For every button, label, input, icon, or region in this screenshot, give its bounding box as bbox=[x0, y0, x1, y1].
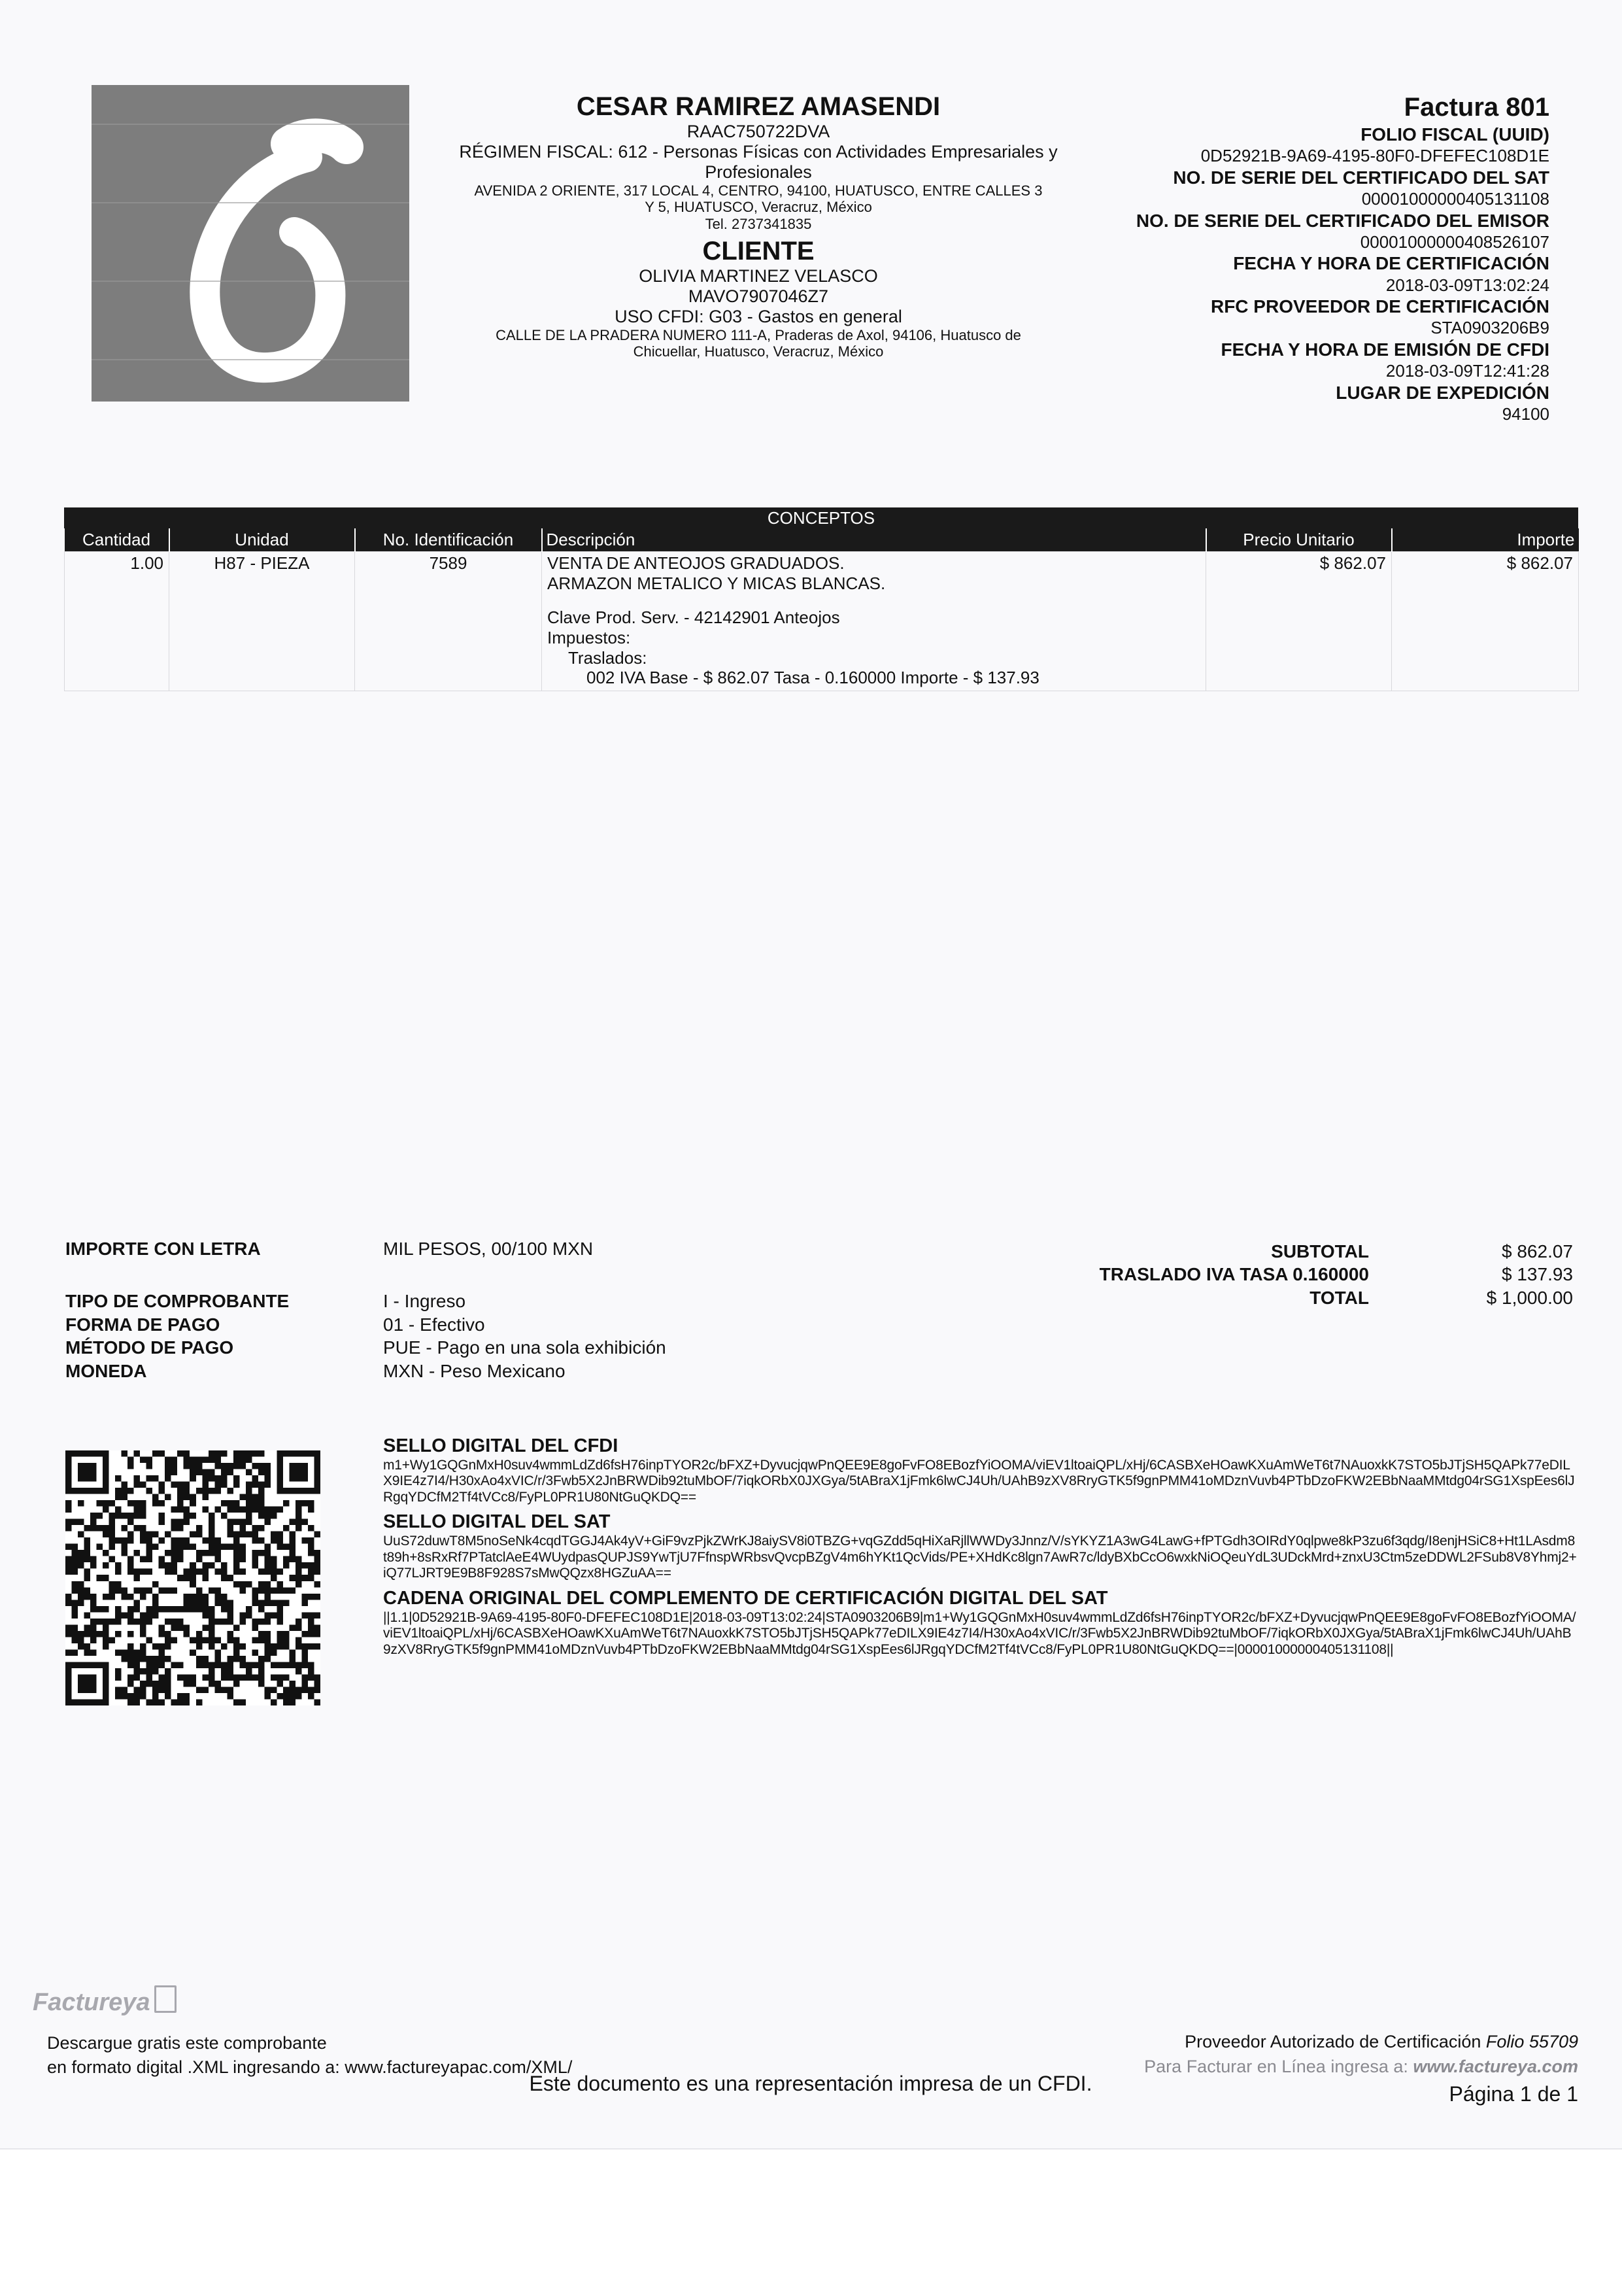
metodo-value: PUE - Pago en una sola exhibición bbox=[383, 1337, 666, 1358]
download-line1: Descargue gratis este comprobante bbox=[47, 2033, 327, 2053]
cell-descripcion bbox=[542, 552, 1206, 691]
forma-value: 01 - Efectivo bbox=[383, 1314, 485, 1335]
letra-label: IMPORTE CON LETRA bbox=[65, 1239, 261, 1259]
issuer-address-line1: AVENIDA 2 ORIENTE, 317 LOCAL 4, CENTRO, 94100, HUATUSCO, ENTRE CALLES 3 bbox=[474, 182, 1043, 199]
company-logo bbox=[92, 85, 409, 402]
folio-value: 0D52921B-9A69-4195-80F0-DFEFEC108D1E bbox=[1200, 145, 1549, 165]
issuer-address-line2: Y 5, HUATUSCO, Veracruz, México bbox=[645, 199, 872, 216]
moneda-value: MXN - Peso Mexicano bbox=[383, 1361, 566, 1382]
seals-block bbox=[383, 1430, 1577, 1658]
emision-label: FECHA Y HORA DE EMISIÓN DE CFDI bbox=[1221, 339, 1549, 360]
issuer-regimen-line2: Profesionales bbox=[705, 162, 812, 182]
header-precio: Precio Unitario bbox=[1206, 528, 1392, 552]
qr-code-graphic bbox=[65, 1450, 320, 1705]
subtotal-value: $ 862.07 bbox=[1502, 1241, 1573, 1261]
brand-name: Factureya bbox=[33, 1989, 150, 2016]
hand-drawn-zero-logo-icon bbox=[92, 85, 409, 402]
issuer-phone: Tel. 2737341835 bbox=[705, 215, 812, 232]
sat-cert-label: NO. DE SERIE DEL CERTIFICADO DEL SAT bbox=[1173, 167, 1549, 188]
pac-folio: Folio 55709 bbox=[1485, 2032, 1578, 2051]
pac-line bbox=[1046, 2030, 1578, 2055]
cell-importe: $ 862.07 bbox=[1392, 552, 1579, 691]
table-row bbox=[65, 552, 1579, 691]
concepts-title: CONCEPTOS bbox=[64, 507, 1578, 528]
online-url[interactable]: www.factureya.com bbox=[1413, 2056, 1578, 2076]
header-importe: Importe bbox=[1392, 528, 1579, 552]
cell-no-id: 7589 bbox=[355, 552, 542, 691]
desc-traslados: Traslados: bbox=[568, 647, 647, 668]
pac-block bbox=[1046, 2030, 1578, 2108]
payment-values bbox=[383, 1237, 972, 1383]
emisor-cert-value: 00001000000408526107 bbox=[1360, 231, 1549, 252]
header-cantidad: Cantidad bbox=[65, 528, 169, 552]
desc-clave: Clave Prod. Serv. - 42142901 Anteojos bbox=[547, 608, 840, 628]
representation-note: Este documento es una representación impresa de un CFDI. bbox=[529, 2072, 1092, 2095]
total-label: TOTAL bbox=[1309, 1287, 1369, 1308]
emisor-cert-label: NO. DE SERIE DEL CERTIFICADO DEL EMISOR bbox=[1136, 210, 1549, 231]
metodo-label: MÉTODO DE PAGO bbox=[65, 1337, 234, 1358]
download-line2: en formato digital .XML ingresando a: www.factureyapac.com/XML/ bbox=[47, 2057, 573, 2078]
document-icon bbox=[154, 1985, 177, 2013]
emision-value: 2018-03-09T12:41:28 bbox=[1385, 361, 1549, 381]
page-indicator: Página 1 de 1 bbox=[1449, 2082, 1578, 2106]
qr-code-icon bbox=[65, 1450, 320, 1705]
desc-line1: VENTA DE ANTEOJOS GRADUADOS. bbox=[547, 553, 845, 573]
desc-line2: ARMAZON METALICO Y MICAS BLANCAS. bbox=[547, 573, 886, 593]
cadena-label: CADENA ORIGINAL DEL COMPLEMENTO DE CERTIFICACIÓN DIGITAL DEL SAT bbox=[383, 1587, 1108, 1609]
pac-text: Proveedor Autorizado de Certificación bbox=[1185, 2032, 1481, 2051]
tipo-label: TIPO DE COMPROBANTE bbox=[65, 1290, 290, 1311]
header-descripcion: Descripción bbox=[542, 528, 1206, 552]
header-no-id: No. Identificación bbox=[355, 528, 542, 552]
client-rfc: MAVO7907046Z7 bbox=[688, 286, 829, 307]
invoice-title: Factura 801 bbox=[1404, 93, 1549, 122]
client-uso-cfdi: USO CFDI: G03 - Gastos en general bbox=[615, 307, 902, 327]
subtotal-label: SUBTOTAL bbox=[1271, 1241, 1369, 1261]
desc-impuestos: Impuestos: bbox=[547, 628, 631, 648]
scan-background bbox=[0, 2148, 1622, 2296]
sat-cert-value: 00001000000405131108 bbox=[1361, 188, 1549, 209]
cert-date-value: 2018-03-09T13:02:24 bbox=[1385, 275, 1549, 295]
lugar-value: 94100 bbox=[1502, 404, 1549, 424]
desc-iva: 002 IVA Base - $ 862.07 Tasa - 0.160000 Importe - $ 137.93 bbox=[586, 668, 1039, 688]
online-line bbox=[1046, 2055, 1578, 2080]
issuer-rfc: RAAC750722DVA bbox=[686, 122, 830, 141]
forma-label: FORMA DE PAGO bbox=[65, 1314, 220, 1335]
iva-value: $ 137.93 bbox=[1502, 1264, 1573, 1285]
factureya-logo bbox=[33, 1985, 177, 2017]
client-name: OLIVIA MARTINEZ VELASCO bbox=[639, 266, 878, 286]
letra-value: MIL PESOS, 00/100 MXN bbox=[383, 1239, 594, 1259]
totals-labels bbox=[981, 1240, 1369, 1309]
header-unidad: Unidad bbox=[169, 528, 355, 552]
moneda-label: MONEDA bbox=[65, 1361, 147, 1382]
rfc-pac-value: STA0903206B9 bbox=[1430, 318, 1549, 338]
cert-date-label: FECHA Y HORA DE CERTIFICACIÓN bbox=[1233, 253, 1549, 274]
rfc-pac-label: RFC PROVEEDOR DE CERTIFICACIÓN bbox=[1210, 296, 1549, 317]
cadena-value: ||1.1|0D52921B-9A69-4195-80F0-DFEFEC108D1E|2018-03-09T13:02:24|STA0903206B9|m1+Wy1GQGnMxH0suv4wmmLdZd6fsH76inpTYOR2c/bFXZ+DyvucjqwPnQEE9E8goFvFO8EBozfYiOOMA/viEV1ltoaiQPL/xHj/6CASBXeHOawKXuAmWeT6t7NAuoxkK7STO5bJTjSH5QAPk77eDILX9IE4z7I4/H30xAo4xVIC/r/3Fwb5X2JnBRWDib92tuMbOF/7iqkORbX0JXGya/5tABraX1jFmk6lwCJ4Uh/UAhB9zXV8RryGTK5f9gnPMM41oMDznVuvb4PTbDzoFKW2EBbNaaMMtdg04rSG1XspEes6lJRgqYDCfM2Tf4tVCc8/FyPL0PR1U80NtGuQKDQ==|00001000000405131108|| bbox=[383, 1609, 1576, 1657]
concepts-table bbox=[64, 507, 1578, 691]
sello-sat-label: SELLO DIGITAL DEL SAT bbox=[383, 1511, 611, 1533]
sello-cfdi-value: m1+Wy1GQGnMxH0suv4wmmLdZd6fsH76inpTYOR2c/bFXZ+DyvucjqwPnQEE9E8goFvFO8EBozfYiOOMA/viEV1ltoaiQPL/xHj/6CASBXeHOawKXuAmWeT6t7NAuoxkK7STO5bJTjSH5QAPk77eDILX9IE4z7I4/H30xAo4xVIC/r/3Fwb5X2JnBRWDib92tuMbOF/7iqkORbX0JXGya/5tABraX1jFmk6lwCJ4Uh/UAhB9zXV8RryGTK5f9gnPMM41oMDznVuvb4PTbDzoFKW2EBbNaaMMtdg04rSG1XspEes6lJRgqYDCfM2Tf4tVCc8/FyPL0PR1U80NtGuQKDQ== bbox=[383, 1457, 1575, 1505]
cell-unidad: H87 - PIEZA bbox=[169, 552, 355, 691]
total-value: $ 1,000.00 bbox=[1486, 1287, 1573, 1308]
invoice-header-block bbox=[1072, 92, 1549, 425]
cell-precio: $ 862.07 bbox=[1206, 552, 1392, 691]
lugar-label: LUGAR DE EXPEDICIÓN bbox=[1336, 383, 1549, 403]
client-address-line2: Chicuellar, Huatusco, Veracruz, México bbox=[633, 343, 884, 360]
issuer-block bbox=[431, 92, 1085, 360]
sello-sat-value: UuS72duwT8M5noSeNk4cqdTGGJ4Ak4yV+GiF9vzPjkZWrKJ8aiySV8i0TBZG+vqGZdd5qHiXaRjllWWDy3Jnnz/V/sYKYZ1A3wG4LawG+fPTGdh3OIRdY0qlpwe8kP3zu6f3qdg/I8enjHSiC8+Ht1LAsdm8t89h+8sRxRf7PTatclAeE4WUydpasQUPJS9YwTjU7FfnspWRbsvQvcpBZgV4m6hYKt1QcVids/PE+XHdKc8lgn7AwR7c/ldyBXbCcO6wxkNiOQeuYdL3UDckMrd+znxU3Ctm5zeDDWL2FSub8V8Yhmj2+iQ77LJRT9E9B8F928S7sMwQQzx8HGZuAA== bbox=[383, 1534, 1577, 1581]
table-header-row bbox=[65, 528, 1579, 552]
iva-label: TRASLADO IVA TASA 0.160000 bbox=[1099, 1264, 1369, 1285]
tipo-value: I - Ingreso bbox=[383, 1290, 466, 1311]
client-heading: CLIENTE bbox=[702, 237, 815, 266]
sello-cfdi-label: SELLO DIGITAL DEL CFDI bbox=[383, 1435, 618, 1456]
payment-labels bbox=[65, 1237, 405, 1383]
issuer-name: CESAR RAMIREZ AMASENDI bbox=[576, 92, 941, 121]
online-prefix: Para Facturar en Línea ingresa a: bbox=[1144, 2056, 1408, 2076]
folio-label: FOLIO FISCAL (UUID) bbox=[1360, 124, 1549, 145]
client-address-line1: CALLE DE LA PRADERA NUMERO 111-A, Praderas de Axol, 94106, Huatusco de bbox=[496, 327, 1021, 344]
items-table bbox=[64, 528, 1579, 691]
issuer-regimen-line1: RÉGIMEN FISCAL: 612 - Personas Físicas con Actividades Empresariales y bbox=[459, 142, 1058, 162]
cell-cantidad: 1.00 bbox=[65, 552, 169, 691]
totals-values bbox=[1412, 1240, 1573, 1309]
